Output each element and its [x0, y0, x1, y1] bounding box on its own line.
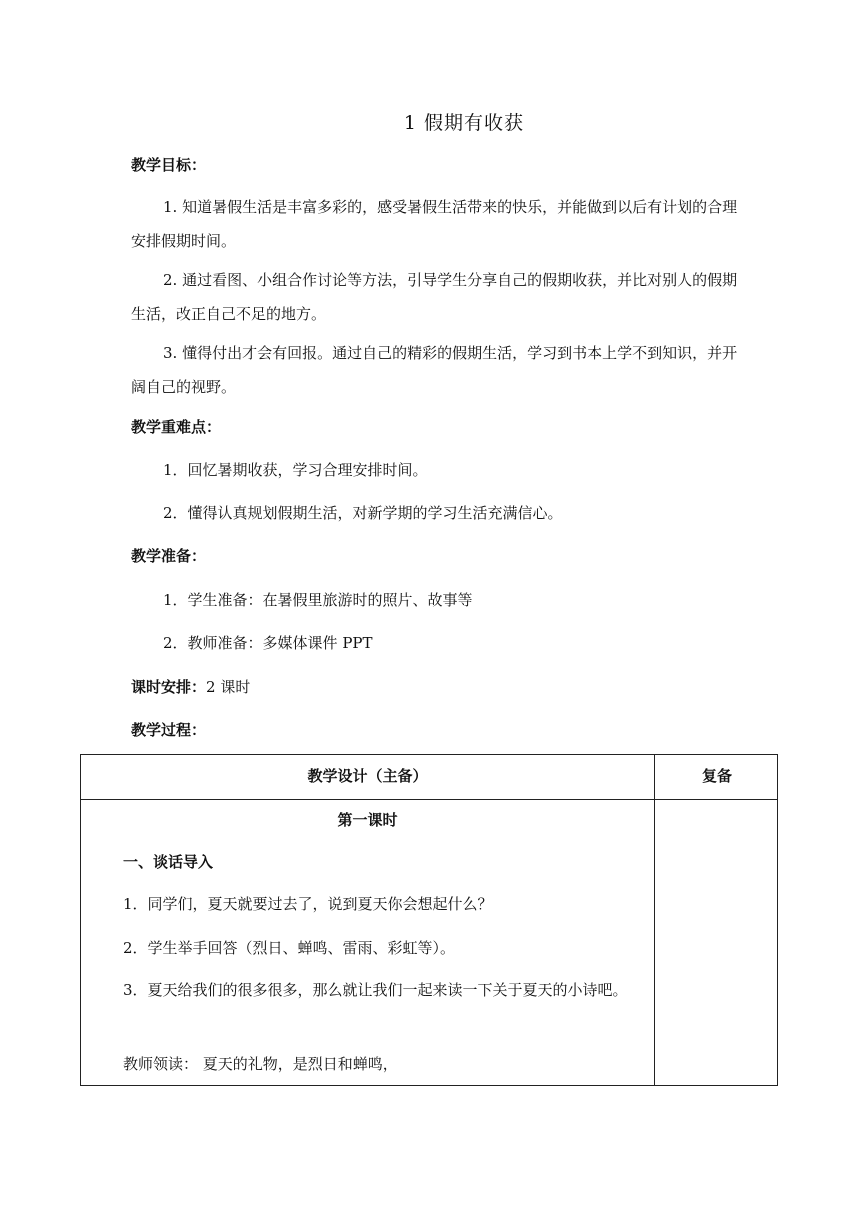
objective-item-1: 1. 知道暑假生活是丰富多彩的，感受暑假生活带来的快乐，并能做到以后有计划的合理安排假期时间。 [131, 198, 738, 250]
table-line-3: 3．夏天给我们的很多很多，那么就让我们一起来读一下关于夏天的小诗吧。 [123, 981, 628, 999]
preparation-item-1: 1．学生准备：在暑假里旅游时的照片、故事等 [163, 591, 473, 609]
process-heading: 教学过程： [131, 721, 207, 739]
preparation-heading: 教学准备： [131, 547, 207, 565]
objectives-heading: 教学目标： [131, 156, 207, 174]
preparation-item-2: 2．教师准备：多媒体课件 PPT [163, 634, 373, 652]
table-line-4: 教师领读： 夏天的礼物，是烈日和蝉鸣， [123, 1055, 398, 1073]
schedule-label: 课时安排： [131, 678, 207, 696]
section-heading: 一、谈话导入 [123, 853, 214, 871]
lesson-plan-table [80, 754, 778, 1086]
key-point-item-2: 2．懂得认真规划假期生活，对新学期的学习生活充满信心。 [163, 504, 563, 522]
table-header-side: 复备 [701, 767, 732, 785]
schedule-line [131, 676, 250, 697]
table-line-1: 1．同学们，夏天就要过去了，说到夏天你会想起什么？ [123, 895, 493, 913]
key-point-item-1: 1．回忆暑期收获，学习合理安排时间。 [163, 461, 428, 479]
objective-item-3: 3. 懂得付出才会有回报。通过自己的精彩的假期生活，学习到书本上学不到知识，并开阔自己的视野。 [131, 344, 738, 396]
table-header-main: 教学设计（主备） [307, 767, 428, 785]
key-points-heading: 教学重难点： [131, 418, 222, 436]
schedule-value: 2 课时 [206, 678, 251, 696]
table-line-2: 2．学生举手回答（烈日、蝉鸣、雷雨、彩虹等）。 [123, 939, 456, 957]
objective-item-2: 2. 通过看图、小组合作讨论等方法，引导学生分享自己的假期收获，并比对别人的假期生活，改正自己不足的地方。 [131, 271, 738, 323]
table-column-divider [654, 755, 655, 1085]
period-label: 第一课时 [337, 811, 398, 829]
lesson-title: 1 假期有收获 [403, 112, 525, 134]
